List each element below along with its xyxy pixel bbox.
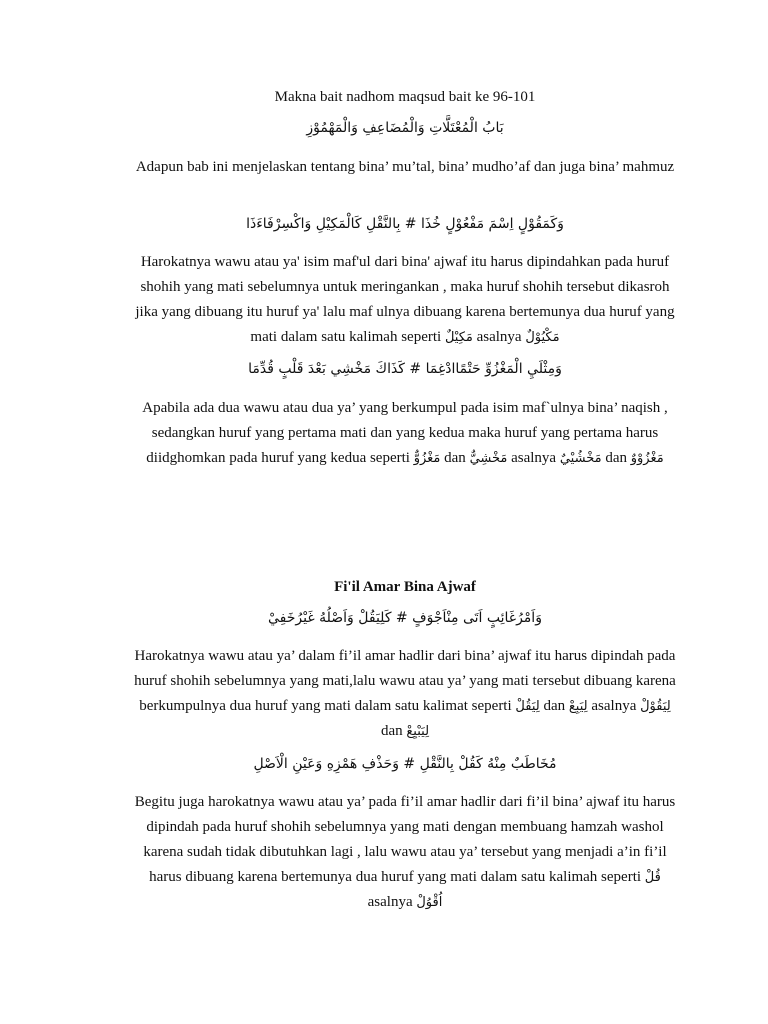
connector-word: dan: [605, 450, 627, 466]
paragraph-3-text: Apabila ada dua wawu atau dua ya’ yang berkumpul pada isim maf`ulnya bina’ naqish , sedangkan huruf yang pertama mati dan yang kedua maka huruf yang pertama harus diidghomkan pada huruf yang kedua seperti: [142, 400, 668, 466]
connector-word: dan: [380, 723, 403, 739]
section-heading: Fi'il Amar Bina Ajwaf: [334, 579, 476, 595]
paragraph-5: [130, 790, 680, 915]
example-word: مَخْشِيٌّ: [469, 451, 508, 466]
paragraph-1: Adapun bab ini menjelaskan tentang bina’ mu’tal, bina’ mudho’af dan juga bina’ mahmuz: [135, 159, 675, 175]
example-word: مَكْيُوْلٌ: [525, 330, 560, 345]
example-word: لِيَقُلْ: [515, 699, 540, 714]
verse-2: وَكَمَقُوْلٍ اِسْمَ مَفْعُوْلٍ خُذَا # بِالنَّقْلِ كَالْمَكِيْلِ وَاكْسِرْفَاءَذَا: [246, 216, 564, 232]
paragraph-4: [130, 644, 680, 744]
example-word: لِيَبْيِعْ: [406, 724, 430, 739]
example-word: مَغْزُوْوٌ: [630, 451, 664, 466]
verse-5: مُخَاطَبٌ مِنْهُ كَقُلْ بِالنَّقْلِ # وَحَذْفِ هَمْزِهِ وَعَيْنِ الْاَصْلِ: [253, 756, 557, 772]
example-word: اُقْوُلْ: [416, 895, 443, 910]
example-word: لِيَقُوْلْ: [640, 699, 671, 714]
paragraph-3: [130, 396, 680, 471]
connector-word: dan: [444, 450, 466, 466]
example-word: مَخْشُيْيٌ: [559, 451, 602, 466]
example-word: مَكِيْلٌ: [444, 330, 473, 345]
example-word: مَغْزُوٌّ: [413, 451, 441, 466]
document-title: Makna bait nadhom maqsud bait ke 96-101: [274, 89, 536, 105]
paragraph-5-text: Begitu juga harokatnya wawu atau ya’ pada fi’il amar hadlir dari fi’il bina’ ajwaf itu harus dipindah pada huruf shohih sebelumnya yang mati dengan membuang hamzah washol karena sudah tidak dibutuhkan lagi , lalu wawu atau ya’ tersebut yang menjadi a’in fi’il harus dibuang karena bertemunya dua huruf yang mati dalam satu kalimah seperti: [134, 794, 676, 885]
paragraph-2-text: Harokatnya wawu atau ya' isim maf'ul dari bina' ajwaf itu harus dipindahkan pada huruf shohih yang mati sebelumnya untuk meringankan , maka huruf shohih tersebut dikasroh jika yang dibuang itu huruf ya' lalu maf ulnya dibuang karena bertemunya dua huruf yang mati dalam satu kalimah seperti: [135, 254, 675, 345]
paragraph-4-text: Harokatnya wawu atau ya’ dalam fi’il amar hadlir dari bina’ ajwaf itu harus dipindah pada huruf shohih sebelumnya yang mati,lalu wawu atau ya’ yang mati tersebut dibuang karena berkumpulnya dua huruf yang mati dalam satu kalimat seperti: [134, 648, 676, 714]
verse-3: وَمِثْلَيِ الْمَغْزُوِّ حَتْمًاادْغِمَا # كَذَاكَ مَخْشِي بَعْدَ قَلْبٍ قُدِّمَا: [248, 361, 562, 377]
connector-word: dan: [543, 698, 566, 714]
paragraph-2: [130, 250, 680, 350]
connector-word: asalnya: [511, 450, 557, 466]
verse-4: وَاَمْرُغَائِبٍ اَتَى مِنْاَجْوَفٍ # كَلِيَقُلْ وَاَصْلُهُ غَيْرُخَفِيْ: [268, 610, 542, 626]
example-word: قُلْ: [644, 870, 661, 885]
connector-word: asalnya: [591, 698, 637, 714]
verse-heading-1: بَابُ الْمُعْتَلَّاتِ وَالْمُضَاعِفِ وَالْمَهْمُوْزِ: [306, 120, 504, 136]
connector-word: asalnya: [476, 329, 522, 345]
example-word: لِيَبِعْ: [568, 699, 588, 714]
connector-word: asalnya: [367, 894, 413, 910]
